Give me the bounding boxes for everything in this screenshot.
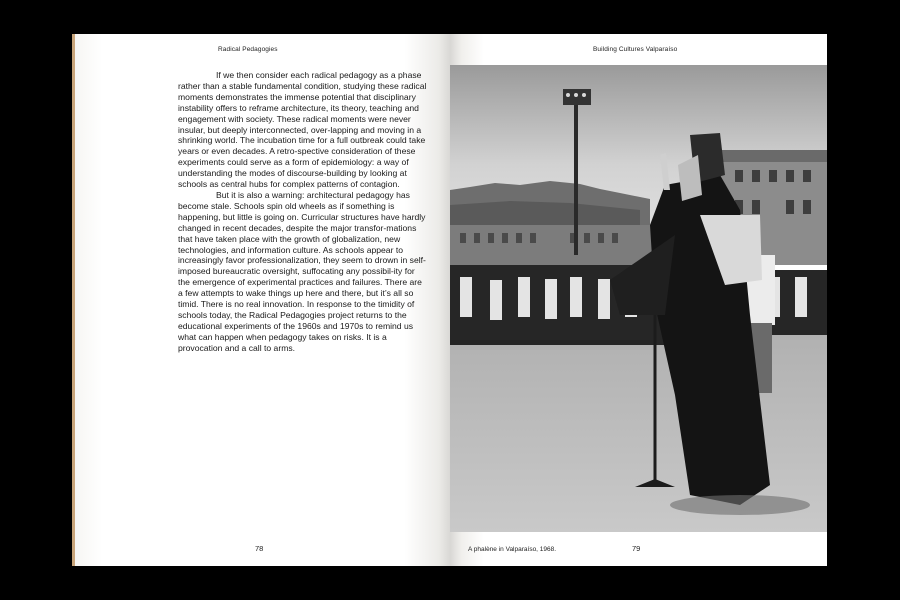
right-page <box>450 34 827 566</box>
paragraph-2: But it is also a warning: architectural pedagogy has become stale. Schools spin old wheels as if something is happening, but little is going on. Curricular structures have hardly changed in recent decades, despite the major transfor-mations that have taken place with the growth of globalization, new technologies, and information culture. As schools appear to increasingly favor professionalization, they seem to drown in self-imposed bureaucratic oversight, suffocating any possibil-ity for the emergence of experimental practices and failures. There are a few attempts to wake things up here and there, but it’s all so timid. There is no real innovation. In response to the timidity of schools today, the Radical Pedagogies project returns to the educational experiments of the 1960s and 1970s to remind us what can happen when pedagogy takes on risks. It is a provocation and a call to arms. <box>178 189 426 353</box>
photograph <box>450 65 827 532</box>
paragraph-1: If we then consider each radical pedagogy as a phase rather than a stable fundamental condition, studying these radical moments demonstrates the immense potential that disciplinary instability offers to reframe architecture, its theory, teaching and engagement with society. These radical moments were never insular, but deeply interconnected, over-lapping and moving in a shrinking world. The incubation time for a full outbreak could take years or even decades. A retro-spective consideration of these experiments could serve as a form of epidemiology: a way of understanding the modes of discourse-building by looking at schools as central hubs for complex patterns of contagion. <box>178 70 427 190</box>
running-head-right: Building Cultures Valparaíso <box>593 46 678 53</box>
page-edge <box>72 34 75 566</box>
book-spread <box>72 34 827 566</box>
photo-caption: A phalène in Valparaíso, 1968. <box>468 546 557 553</box>
left-page <box>72 34 450 566</box>
page-number-left: 78 <box>255 544 264 553</box>
running-head-left: Radical Pedagogies <box>218 46 278 53</box>
body-text <box>178 70 428 354</box>
page-number-right: 79 <box>632 544 641 553</box>
